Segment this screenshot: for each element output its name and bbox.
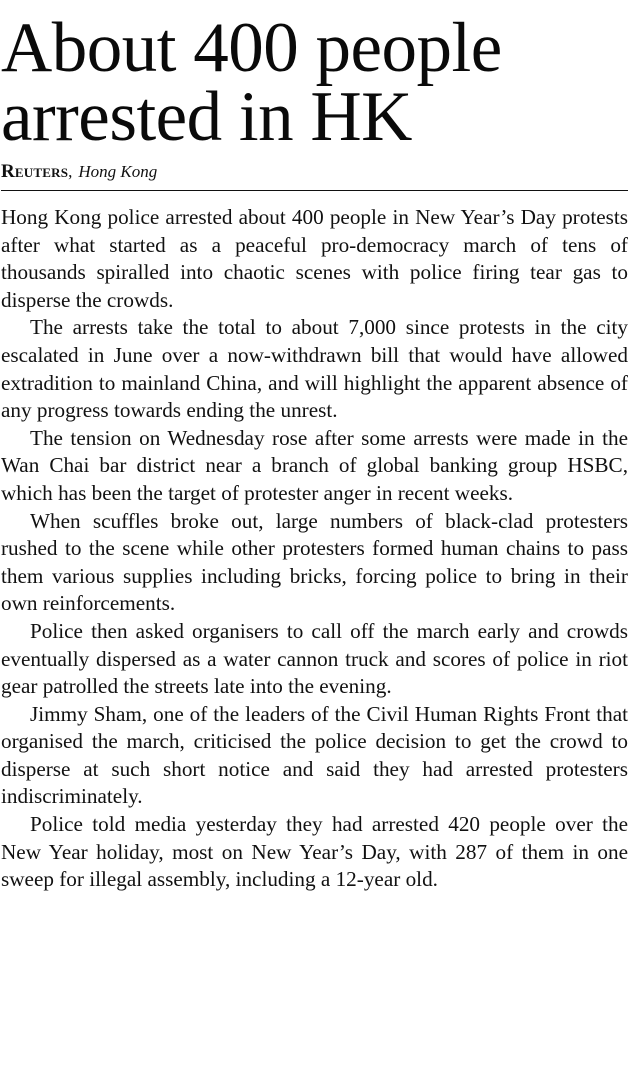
byline-separator: ,: [68, 162, 73, 181]
news-article: [1, 0, 628, 894]
byline-dateline: Hong Kong: [78, 162, 158, 181]
headline-line-2: arrested in HK: [1, 78, 412, 156]
byline: [1, 162, 628, 188]
article-paragraph-5: Police then asked organisers to call off the march early and crowds eventually dispersed as a water cannon truck and scores of police in riot gear patrolled the streets late into the evening.: [1, 618, 628, 699]
article-body: [1, 204, 628, 894]
article-paragraph-1: Hong Kong police arrested about 400 people in New Year’s Day protests after what started as a peaceful pro-democracy march of tens of thousands spiralled into chaotic scenes with police firing tear gas to disperse the crowds.: [1, 205, 628, 312]
article-paragraph-7: Police told media yesterday they had arrested 420 people over the New Year holiday, most on New Year’s Day, with 287 of them in one sweep for illegal assembly, including a 12-year old.: [1, 812, 628, 892]
article-paragraph-6: Jimmy Sham, one of the leaders of the Civil Human Rights Front that organised the march, criticised the police decision to get the crowd to disperse at such short notice and said they had arrested protesters indiscriminately.: [1, 701, 628, 809]
article-paragraph-4: When scuffles broke out, large numbers of black-clad protesters rushed to the scene while other protesters formed human chains to pass them various supplies including bricks, forcing police to bring in their own reinforcements.: [1, 508, 628, 616]
article-paragraph-3: The tension on Wednesday rose after some arrests were made in the Wan Chai bar district near a branch of global banking group HSBC, which has been the target of protester anger in recent weeks.: [1, 425, 628, 505]
headline-line-1: About 400 people: [1, 9, 502, 87]
byline-divider: [1, 190, 628, 191]
byline-agency: Reuters: [1, 161, 69, 182]
article-paragraph-2: The arrests take the total to about 7,000 since protests in the city escalated in June over a now-withdrawn bill that would have allowed extradition to mainland China, and will highlight the apparent absence of any progress towards ending the unrest.: [1, 315, 628, 423]
headline: [1, 9, 628, 156]
